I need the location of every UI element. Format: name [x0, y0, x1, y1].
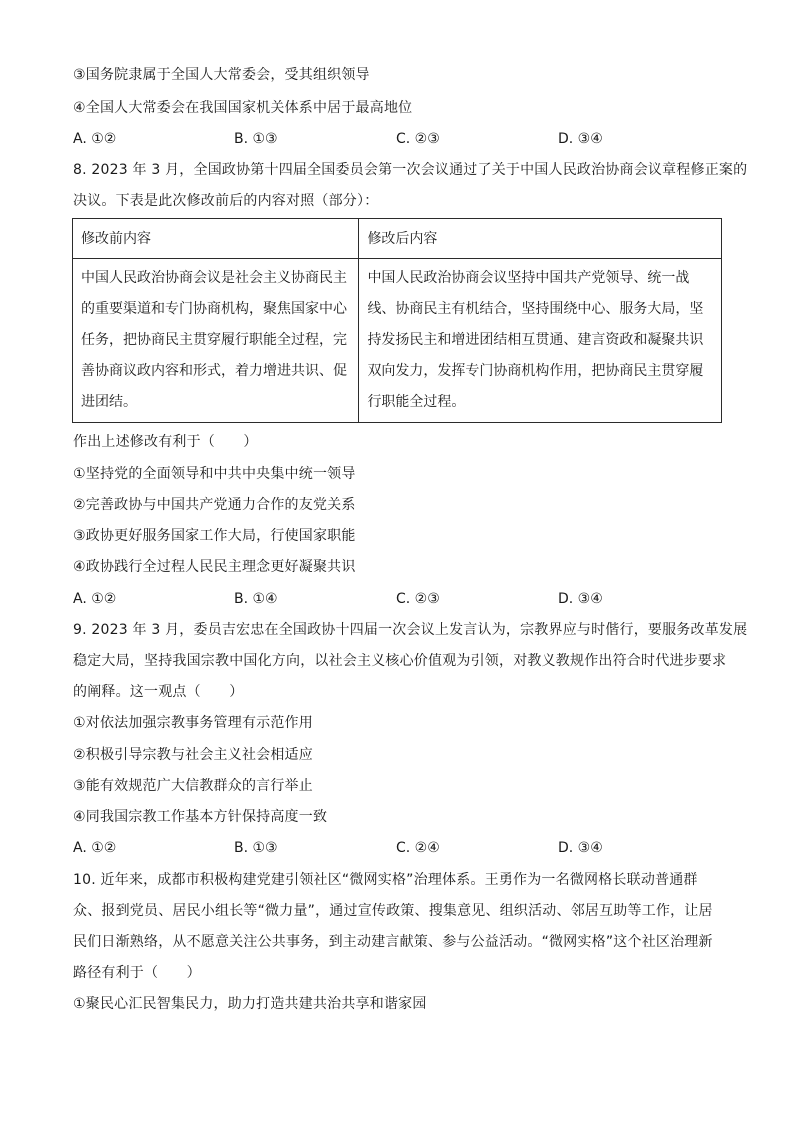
q8-comparison-table [72, 218, 722, 423]
q8-stem-line-2: 决议。下表是此次修改前后的内容对照（部分）： [73, 193, 379, 209]
q8-option-3: ③政协更好服务国家工作大局，行使国家职能 [73, 528, 356, 544]
q8-choices [73, 589, 733, 609]
q9-choice-c: C. ②④ [396, 840, 440, 856]
q8-option-2: ②完善政协与中国共产党通力合作的友党关系 [73, 497, 356, 513]
cell-before-text: 中国人民政治协商会议是社会主义协商民主的重要渠道和专门协商机构，聚焦国家中心任务，把协商民主贯穿履行职能全过程，完善协商议政内容和形式，着力增进共识、促进团结。 [73, 259, 359, 423]
q8-stem-line-1: 8. 2023 年 3 月，全国政协第十四届全国委员会第一次会议通过了关于中国人民政治协商会议章程修正案的 [73, 162, 748, 178]
q8-choice-b: B. ①④ [234, 591, 278, 607]
q7-choices [73, 129, 733, 149]
q7-choice-b: B. ①③ [234, 131, 278, 147]
q7-choice-d: D. ③④ [558, 131, 603, 147]
q9-option-4: ④同我国宗教工作基本方针保持高度一致 [73, 809, 328, 825]
q9-choice-b: B. ①③ [234, 840, 278, 856]
q9-option-1: ①对依法加强宗教事务管理有示范作用 [73, 715, 313, 731]
q10-stem-line-1: 10. 近年来，成都市积极构建党建引领社区“微网实格”治理体系。王勇作为一名微网格长联动普通群 [73, 872, 698, 888]
q10-stem-line-2: 众、报到党员、居民小组长等“微力量”，通过宣传政策、搜集意见、组织活动、邻居互助等工作，让居 [73, 903, 713, 919]
q10-stem-line-3: 民们日渐熟络，从不愿意关注公共事务，到主动建言献策、参与公益活动。“微网实格”这个社区治理新 [73, 934, 713, 950]
q7-choice-a: A. ①② [73, 131, 117, 147]
q7-option-3: ③国务院隶属于全国人大常委会，受其组织领导 [73, 67, 370, 83]
q8-choice-d: D. ③④ [558, 591, 603, 607]
header-after: 修改后内容 [359, 219, 722, 259]
q8-question: 作出上述修改有利于（ ） [73, 434, 258, 450]
q8-option-1: ①坚持党的全面领导和中共中央集中统一领导 [73, 466, 356, 482]
table-row [73, 259, 722, 423]
header-before: 修改前内容 [73, 219, 359, 259]
q10-stem-line-4: 路径有利于（ ） [73, 965, 201, 981]
q8-choice-a: A. ①② [73, 591, 117, 607]
q10-option-1: ①聚民心汇民智集民力，助力打造共建共治共享和谐家园 [73, 996, 427, 1012]
q9-choice-a: A. ①② [73, 840, 117, 856]
q7-choice-c: C. ②③ [396, 131, 440, 147]
q9-stem-line-2: 稳定大局，坚持我国宗教中国化方向，以社会主义核心价值观为引领，对教义教规作出符合时代进步要求 [73, 653, 727, 669]
q9-option-2: ②积极引导宗教与社会主义社会相适应 [73, 747, 313, 763]
q8-choice-c: C. ②③ [396, 591, 440, 607]
q9-choice-d: D. ③④ [558, 840, 603, 856]
q9-stem-line-3: 的阐释。这一观点（ ） [73, 684, 244, 700]
q9-stem-line-1: 9. 2023 年 3 月，委员吉宏忠在全国政协十四届一次会议上发言认为，宗教界应与时偕行，要服务改革发展 [73, 622, 748, 638]
q9-option-3: ③能有效规范广大信教群众的言行举止 [73, 778, 313, 794]
table-header-row [73, 219, 722, 259]
q8-option-4: ④政协践行全过程人民民主理念更好凝聚共识 [73, 559, 356, 575]
q7-option-4: ④全国人大常委会在我国国家机关体系中居于最高地位 [73, 100, 413, 116]
cell-after-text: 中国人民政治协商会议坚持中国共产党领导、统一战线、协商民主有机结合，坚持围绕中心、服务大局，坚持发扬民主和增进团结相互贯通、建言资政和凝聚共识双向发力，发挥专门协商机构作用，把协商民主贯穿履行职能全过程。 [359, 259, 722, 423]
q9-choices [73, 838, 733, 858]
